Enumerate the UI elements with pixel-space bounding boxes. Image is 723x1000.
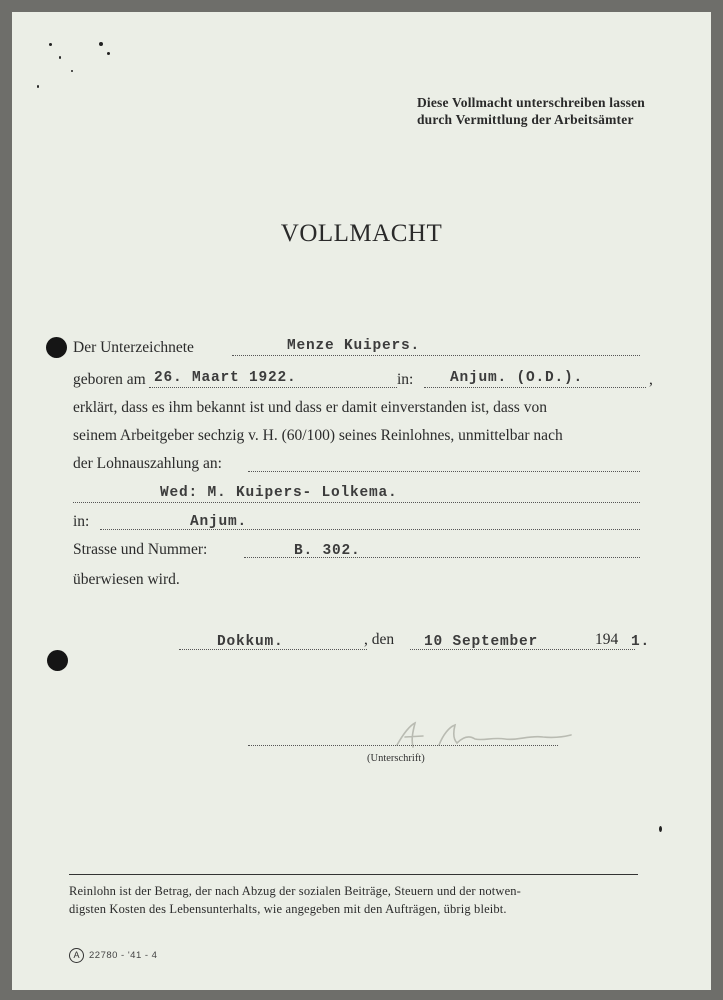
year-suffix: 1. bbox=[631, 634, 651, 650]
document-sheet bbox=[12, 12, 711, 990]
declaration-line: der Lohnauszahlung an: bbox=[73, 455, 222, 472]
date-value: 10 September bbox=[424, 634, 539, 650]
signature-caption: (Unterschrift) bbox=[367, 753, 425, 764]
footnote-line2: digsten Kosten des Lebensunterhalts, wie angegeben mit den Aufträgen, übrig bleibt. bbox=[69, 902, 507, 916]
street-value: B. 302. bbox=[294, 543, 361, 559]
footnote bbox=[69, 882, 521, 918]
punch-hole bbox=[47, 650, 68, 671]
paper-speck bbox=[659, 826, 662, 832]
payee-place-label: in: bbox=[73, 513, 90, 530]
handwritten-signature bbox=[327, 717, 577, 753]
footnote-line1: Reinlohn ist der Betrag, der nach Abzug der sozialen Beiträge, Steuern und der notwen- bbox=[69, 884, 521, 898]
fill-line bbox=[73, 502, 640, 503]
undersigned-name: Menze Kuipers. bbox=[287, 338, 421, 354]
footnote-rule bbox=[69, 874, 638, 875]
payee-place: Anjum. bbox=[190, 514, 248, 530]
paper-speck bbox=[99, 42, 103, 46]
born-label: geboren am bbox=[73, 371, 146, 388]
fill-line bbox=[248, 471, 640, 472]
declaration-line: erklärt, dass es ihm bekannt ist und dass er damit einverstanden ist, dass von bbox=[73, 399, 547, 416]
header-note bbox=[417, 94, 645, 128]
trailing-comma: , bbox=[649, 371, 653, 388]
fill-line bbox=[100, 529, 640, 530]
fill-line bbox=[424, 387, 646, 388]
place-value: Dokkum. bbox=[217, 634, 284, 650]
paper-speck bbox=[49, 43, 52, 46]
document-title: VOLLMACHT bbox=[280, 220, 443, 247]
punch-hole bbox=[46, 337, 67, 358]
payee-name: Wed: M. Kuipers- Lolkema. bbox=[160, 485, 398, 501]
street-label: Strasse und Nummer: bbox=[73, 541, 208, 558]
paper-speck bbox=[37, 85, 39, 88]
declaration-line: seinem Arbeitgeber sechzig v. H. (60/100) seines Reinlohnes, unmittelbar nach bbox=[73, 427, 563, 444]
year-prefix: 194 bbox=[595, 631, 619, 648]
transferred-label: überwiesen wird. bbox=[73, 571, 180, 588]
signature-line bbox=[248, 745, 558, 746]
fill-line bbox=[149, 387, 397, 388]
header-note-line2: durch Vermittlung der Arbeitsämter bbox=[416, 112, 634, 127]
paper-speck bbox=[59, 56, 61, 59]
printer-mark-icon: A bbox=[69, 948, 84, 963]
undersigned-label: Der Unterzeichnete bbox=[73, 339, 194, 356]
paper-speck bbox=[107, 52, 110, 55]
birth-date: 26. Maart 1922. bbox=[154, 370, 297, 386]
paper-speck bbox=[71, 70, 73, 72]
birthplace-label: in: bbox=[397, 371, 414, 388]
birthplace: Anjum. (O.D.). bbox=[450, 370, 584, 386]
printer-reference: 22780 - '41 - 4 bbox=[89, 950, 158, 961]
den-label: , den bbox=[364, 631, 395, 648]
header-note-line1: Diese Vollmacht unterschreiben lassen bbox=[416, 95, 645, 110]
fill-line bbox=[232, 355, 640, 356]
